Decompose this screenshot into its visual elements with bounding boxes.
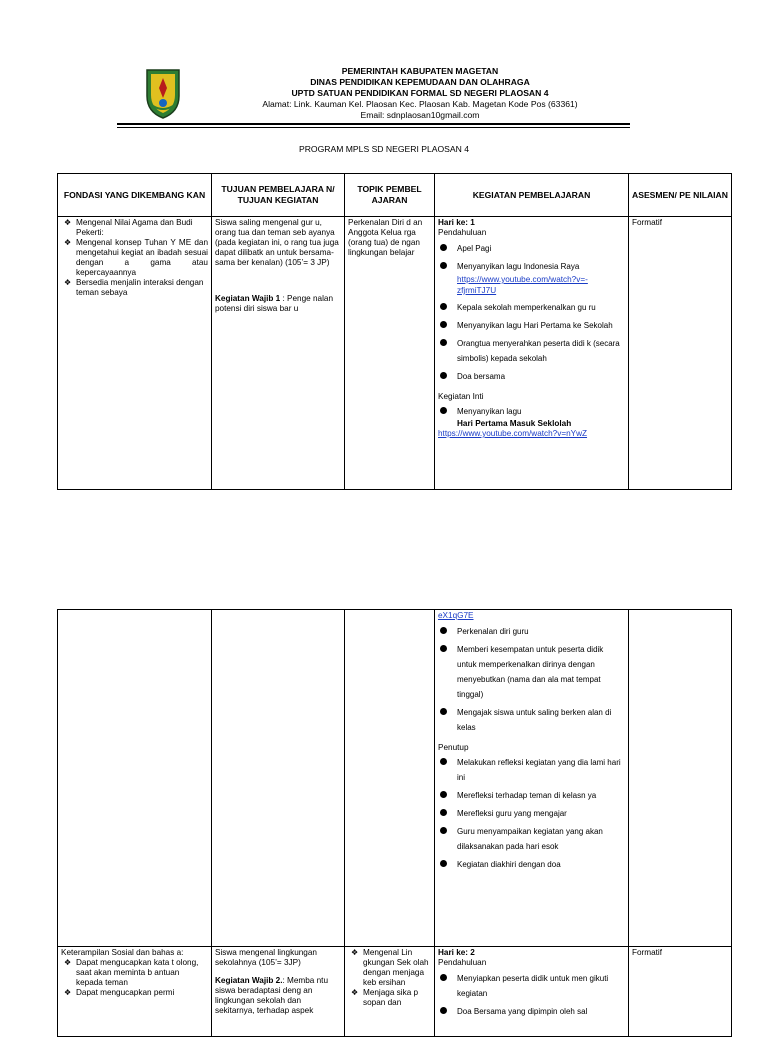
list-item: Orangtua menyerahkan peserta didi k (secara simbolis) kepada sekolah — [438, 336, 625, 366]
youtube-link-indonesia-raya[interactable]: https://www.youtube.com/watch?v=-zfjrmiTJ7U — [457, 275, 588, 295]
kegiatan-wajib-label: Kegiatan Wajib 2. — [215, 976, 283, 985]
tujuan-cell — [212, 610, 345, 947]
kegiatan-cell — [435, 217, 629, 490]
section-pendahuluan: Pendahuluan — [438, 958, 487, 967]
list-item: Kegiatan diakhiri dengan doa — [438, 857, 625, 872]
tujuan-text: Siswa mengenal lingkungan sekolahnya (105’= 3JP) — [215, 948, 317, 967]
list-item: Melakukan refleksi kegiatan yang dia lami hari ini — [438, 755, 625, 785]
tujuan-cell — [212, 947, 345, 1037]
fondasi-cell — [58, 947, 212, 1037]
list-item: ❖ Mengenal Lin gkungan Sek olah dengan menjaga keb ersihan — [348, 948, 431, 988]
list-item: Merefleksi terhadap teman di kelasn ya — [438, 788, 625, 803]
youtube-link-continuation[interactable]: eX1qG7E — [438, 611, 474, 620]
fondasi-intro: Keterampilan Sosial dan bahas a: — [61, 948, 184, 957]
youtube-link-hari-pertama[interactable]: https://www.youtube.com/watch?v=nYwZ — [438, 429, 588, 438]
program-title: PROGRAM MPLS SD NEGERI PLAOSAN 4 — [298, 144, 469, 154]
letterhead-rule-thick — [117, 123, 630, 125]
table-row — [58, 217, 732, 490]
list-item: ❖ Bersedia menjalin interaksi dengan teman sebaya — [61, 278, 208, 298]
list-item: ❖ Dapat mengucapkan kata t olong, saat akan meminta b antuan kepada teman — [61, 958, 208, 988]
fondasi-cell — [58, 610, 212, 947]
column-header-asesmen: ASESMEN/ PE NILAIAN — [629, 174, 732, 217]
tujuan-text: Siswa saling mengenal gur u, orang tua dan teman seb ayanya (pada kegiatan ini, o rang tua juga dapat dilibatk an untuk bersama-sama ber kenalan) (105’= 3 JP) — [215, 218, 339, 267]
list-item: Menyanyikan lagu — [438, 404, 625, 419]
kegiatan-wajib-text: : Memba ntu siswa beradaptasi deng an lingkungan sekolah dan sekitarnya, terhadap aspek — [215, 976, 328, 1015]
list-item: Kepala sekolah memperkenalkan gu ru — [438, 300, 625, 315]
list-item: Apel Pagi — [438, 241, 625, 256]
kegiatan-wajib-text: : Penge nalan potensi diri siswa bar u — [215, 294, 334, 313]
letterhead-line-1: PEMERINTAH KABUPATEN MAGETAN — [341, 66, 499, 76]
song-title: Hari Pertama Masuk Seklolah — [457, 419, 572, 428]
list-item: Doa bersama — [438, 369, 625, 384]
table-header-row — [58, 174, 732, 217]
kegiatan-wajib-label: Kegiatan Wajib 1 — [215, 294, 281, 303]
column-header-topik: TOPIK PEMBEL AJARAN — [345, 174, 435, 217]
list-item: Mengajak siswa untuk saling berken alan di kelas — [438, 705, 625, 735]
day-label: Hari ke: 1 — [438, 218, 475, 227]
list-item: Perkenalan diri guru — [438, 624, 625, 639]
list-item: Doa Bersama yang dipimpin oleh sal — [438, 1004, 625, 1019]
section-pendahuluan: Pendahuluan — [438, 228, 487, 237]
list-item: Menyiapkan peserta didik untuk men gikuti kegiatan — [438, 971, 625, 1001]
section-kegiatan-inti: Kegiatan Inti — [438, 392, 484, 401]
column-header-kegiatan: KEGIATAN PEMBELAJARAN — [435, 174, 629, 217]
list-item: Guru menyampaikan kegiatan yang akan dilaksanakan pada hari esok — [438, 824, 625, 854]
asesmen-cell — [629, 610, 732, 947]
asesmen-cell: Formatif — [629, 217, 732, 490]
list-item: Merefleksi guru yang mengajar — [438, 806, 625, 821]
letterhead-email: Email: sdnplaosan10gmail.com — [360, 110, 480, 120]
list-item: ❖ Mengenal konsep Tuhan Y ME dan mengetahui kegiat an ibadah sesuai dengan a gama atau kepercayaannya — [61, 238, 208, 278]
day-label: Hari ke: 2 — [438, 948, 475, 957]
topik-cell — [345, 610, 435, 947]
tujuan-cell — [212, 217, 345, 490]
column-header-tujuan: TUJUAN PEMBELAJARA N/ TUJUAN KEGIATAN — [212, 174, 345, 217]
magetan-regency-logo — [143, 66, 183, 120]
letterhead-rule-thin — [117, 127, 630, 128]
list-item: Menyanyikan lagu Hari Pertama ke Sekolah — [438, 318, 625, 333]
letterhead-line-2: DINAS PENDIDIKAN KEPEMUDAAN DAN OLAHRAGA — [310, 77, 530, 87]
list-item: ❖ Mengenal Nilai Agama dan Budi Pekerti: — [61, 218, 208, 238]
list-item: Menyanyikan lagu Indonesia Raya — [438, 259, 625, 274]
kegiatan-cell — [435, 610, 629, 947]
fondasi-cell — [58, 217, 212, 490]
kegiatan-cell — [435, 947, 629, 1037]
table-row — [58, 947, 732, 1037]
table-row — [58, 610, 732, 947]
letterhead-address: Alamat: Link. Kauman Kel. Plaosan Kec. Plaosan Kab. Magetan Kode Pos (63361) — [262, 99, 578, 109]
section-penutup: Penutup — [438, 743, 469, 752]
topik-cell — [345, 947, 435, 1037]
list-item: Memberi kesempatan untuk peserta didik untuk memperkenalkan dirinya dengan menyebutkan (nama dan ala mat tempat tinggal) — [438, 642, 625, 702]
asesmen-cell: Formatif — [629, 947, 732, 1037]
column-header-fondasi: FONDASI YANG DIKEMBANG KAN — [58, 174, 212, 217]
list-item: ❖ Dapat mengucapkan permi — [61, 988, 208, 998]
mpls-table-page-2 — [57, 609, 732, 1037]
list-item: ❖ Menjaga sika p sopan dan — [348, 988, 431, 1008]
topik-cell: Perkenalan Diri d an Anggota Kelua rga (orang tua) de ngan lingkungan belajar — [345, 217, 435, 490]
letterhead-line-3: UPTD SATUAN PENDIDIKAN FORMAL SD NEGERI PLAOSAN 4 — [291, 88, 549, 98]
mpls-table-page-1 — [57, 173, 732, 490]
